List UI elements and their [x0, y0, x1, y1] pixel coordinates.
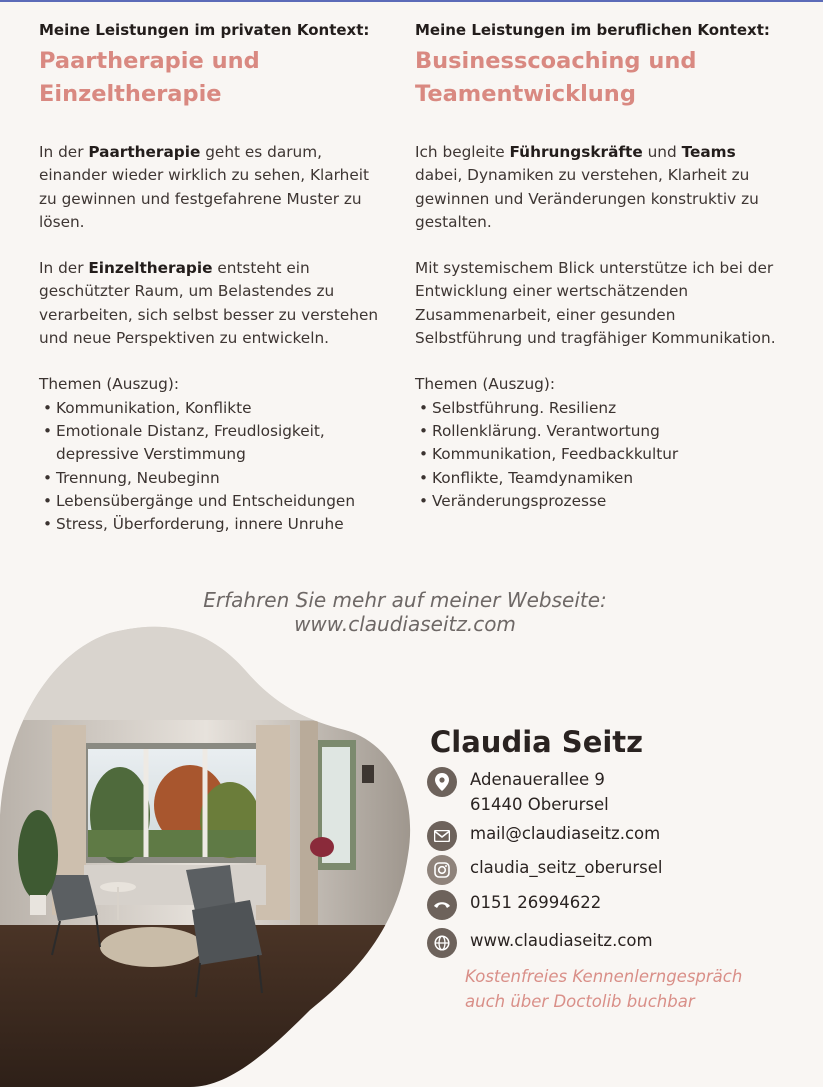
business-themes-list — [415, 397, 785, 513]
location-pin-icon — [427, 767, 457, 797]
instagram-link[interactable]: claudia_seitz_oberursel — [470, 858, 663, 877]
list-item: • Trennung, Neubeginn — [43, 467, 389, 490]
cta-url-link[interactable]: www.claudiaseitz.com — [294, 612, 516, 636]
private-heading-line1: Paartherapie und — [39, 48, 260, 74]
list-item: • Stress, Überforderung, innere Unruhe — [43, 513, 389, 536]
cta-line1: Erfahren Sie mehr auf meiner Webseite: — [203, 588, 607, 612]
website-link[interactable]: www.claudiaseitz.com — [470, 931, 653, 950]
booking-note-line1: Kostenfreies Kennenlerngespräch — [465, 967, 743, 986]
private-themes-list — [39, 397, 389, 537]
address-text — [470, 767, 609, 817]
list-item: • Rollenklärung. Verantwortung — [419, 420, 785, 443]
phone-icon — [427, 890, 457, 920]
business-heading-line1: Businesscoaching und — [415, 48, 697, 74]
list-item: • Konflikte, Teamdynamiken — [419, 467, 785, 490]
mail-icon — [427, 821, 457, 851]
list-item: • Emotionale Distanz, Freudlosigkeit, depressive Verstimmung — [43, 420, 389, 467]
booking-note — [465, 964, 742, 1014]
website-row[interactable] — [427, 928, 653, 958]
email-row[interactable] — [427, 821, 660, 851]
practice-room-photo — [0, 625, 412, 1087]
business-heading-line2: Teamentwicklung — [415, 81, 636, 107]
address-city: 61440 Oberursel — [470, 795, 609, 814]
address-row — [427, 767, 609, 817]
phone-row[interactable] — [427, 890, 601, 920]
instagram-row[interactable] — [427, 855, 662, 885]
list-item: • Lebensübergänge und Entscheidungen — [43, 490, 389, 513]
list-item: • Selbstführung. Resilienz — [419, 397, 785, 420]
business-kicker: Meine Leistungen im beruflichen Kontext: — [415, 21, 770, 39]
address-street: Adenauerallee 9 — [470, 770, 605, 789]
business-heading — [415, 45, 785, 111]
couples-therapy-paragraph: In der Paartherapie geht es darum, einander wieder wirklich zu sehen, Klarheit zu gewinnen und festgefahrene Muster zu lösen. — [39, 143, 370, 231]
private-kicker: Meine Leistungen im privaten Kontext: — [39, 21, 370, 39]
contact-name: Claudia Seitz — [430, 725, 644, 759]
booking-note-line2: auch über Doctolib buchbar — [465, 992, 695, 1011]
top-accent-line — [0, 0, 823, 2]
private-heading-line2: Einzeltherapie — [39, 81, 222, 107]
business-themes-title: Themen (Auszug): — [415, 375, 555, 394]
instagram-icon — [427, 855, 457, 885]
globe-icon — [427, 928, 457, 958]
list-item: • Kommunikation, Feedbackkultur — [419, 443, 785, 466]
contact-block — [427, 722, 807, 1011]
private-services-column — [39, 20, 389, 536]
list-item: • Kommunikation, Konflikte — [43, 397, 389, 420]
individual-therapy-paragraph: In der Einzeltherapie entsteht ein geschützter Raum, um Belastendes zu verarbeiten, sich selbst besser zu verstehen und neue Perspektiven zu entwickeln. — [39, 259, 379, 348]
private-heading — [39, 45, 389, 111]
phone-number[interactable]: 0151 26994622 — [470, 893, 602, 912]
business-services-column — [415, 20, 785, 513]
private-themes-title: Themen (Auszug): — [39, 375, 179, 394]
coaching-paragraph: Ich begleite Führungskräfte und Teams dabei, Dynamiken zu verstehen, Klarheit zu gewinnen und Veränderungen konstruktiv zu gestalten. — [415, 143, 759, 231]
email-link[interactable]: mail@claudiaseitz.com — [470, 824, 661, 843]
list-item: • Veränderungsprozesse — [419, 490, 785, 513]
systemic-paragraph: Mit systemischem Blick unterstütze ich bei der Entwicklung einer wertschätzenden Zusammenarbeit, einer gesunden Selbstführung und tragfähiger Kommunikation. — [415, 259, 776, 348]
